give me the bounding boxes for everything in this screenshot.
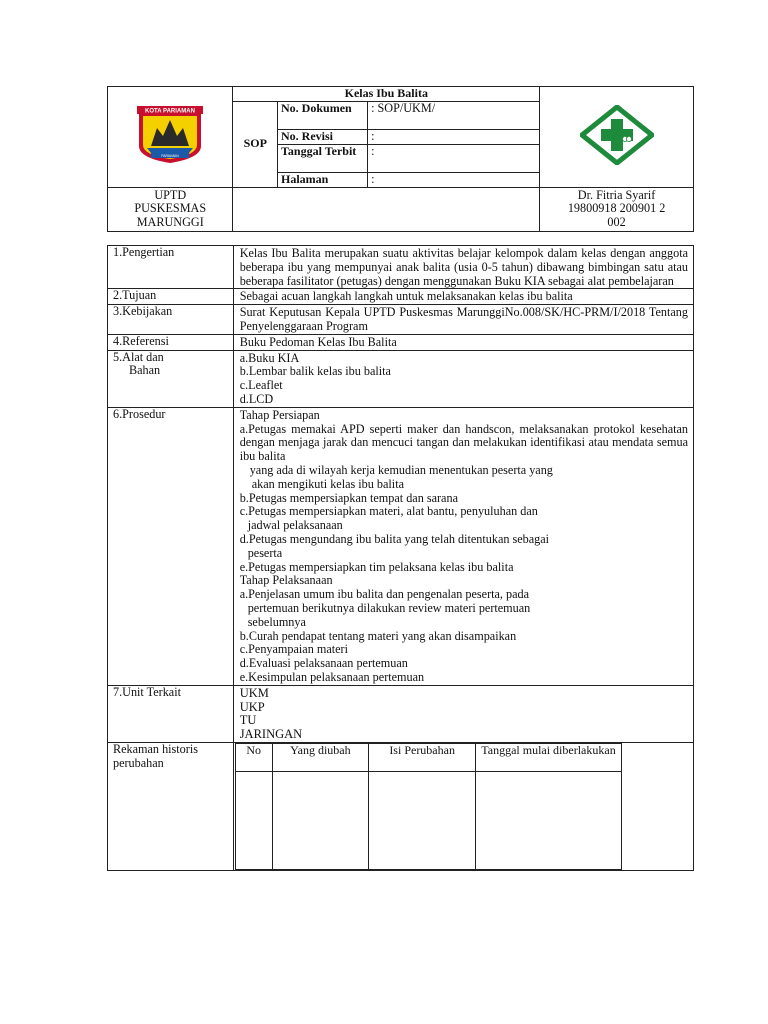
unit-list — [233, 685, 693, 742]
org-line-3: MARUNGGI — [136, 215, 204, 230]
history-cell — [476, 771, 621, 869]
rekaman-table-cell — [233, 742, 693, 870]
signer-nip-2: 002 — [607, 215, 626, 230]
alat-item: c.Leaflet — [239, 378, 283, 393]
kebijakan-text: Surat Keputusan Kepala UPTD Puskesmas MarunggiNo.008/SK/HC-PRM/I/2018 Tentang Penyelenggaraan Program — [233, 305, 693, 335]
alat-label-line-2: Bahan — [129, 363, 161, 378]
persiapan-step-d-cont: peserta — [247, 545, 283, 560]
tanggal-terbit-value: : — [368, 144, 540, 172]
history-col-yang-diubah: Yang diubah — [272, 743, 368, 771]
alat-item: d.LCD — [239, 391, 274, 406]
history-col-isi-perubahan: Isi Perubahan — [369, 743, 476, 771]
history-cell — [369, 771, 476, 869]
history-empty-row — [235, 771, 621, 869]
prosedur-content — [233, 407, 693, 685]
pelaksanaan-step-b: b.Curah pendapat tentang materi yang akan disampaikan — [239, 628, 517, 643]
rekaman-label-line-2: perubahan — [113, 755, 164, 770]
history-cell — [272, 771, 368, 869]
row-referensi — [108, 334, 694, 350]
rekaman-label — [108, 742, 234, 870]
puskesmas-logo — [580, 105, 654, 165]
unit-item: TU — [239, 713, 257, 728]
no-revisi-label: No. Revisi — [278, 129, 368, 144]
row-kebijakan — [108, 305, 694, 335]
signer-nip-1: 19800918 200901 2 — [567, 201, 666, 216]
history-col-tanggal: Tanggal mulai diberlakukan — [476, 743, 621, 771]
tujuan-label: 2.Tujuan — [108, 289, 234, 305]
row-prosedur — [108, 407, 694, 685]
pengertian-label: 1.Pengertian — [108, 246, 234, 289]
unit-item: JARINGAN — [239, 727, 303, 742]
document-title: Kelas Ibu Balita — [233, 87, 540, 102]
tujuan-text: Sebagai acuan langkah langkah untuk melaksanakan kelas ibu balita — [233, 289, 693, 305]
row-pengertian — [108, 246, 694, 289]
history-col-no: No — [235, 743, 272, 771]
pelaksanaan-title: Tahap Pelaksanaan — [239, 573, 333, 588]
persiapan-step-d: d.Petugas mengundang ibu balita yang telah ditentukan sebagai — [239, 531, 550, 546]
kota-pariaman-logo-cell — [108, 87, 233, 188]
kebijakan-label: 3.Kebijakan — [108, 305, 234, 335]
persiapan-title: Tahap Persiapan — [239, 407, 320, 422]
pelaksanaan-step-e: e.Kesimpulan pelaksanaan pertemuan — [239, 669, 425, 684]
org-name — [108, 187, 233, 231]
history-table — [235, 743, 622, 870]
signer-info — [540, 187, 694, 231]
row-tujuan — [108, 289, 694, 305]
persiapan-step-c: c.Petugas mempersiapkan materi, alat bantu, penyuluhan dan — [239, 504, 538, 519]
referensi-text: Buku Pedoman Kelas Ibu Balita — [233, 334, 693, 350]
org-line-1: UPTD — [154, 187, 187, 202]
persiapan-step-a-cont2: akan mengikuti kelas ibu balita — [251, 476, 404, 491]
alat-list — [233, 350, 693, 407]
no-dokumen-value: : SOP/UKM/ — [368, 101, 540, 129]
persiapan-step-e: e.Petugas mempersiapkan tim pelaksana kelas ibu balita — [239, 559, 514, 574]
no-dokumen-label: No. Dokumen — [278, 101, 368, 129]
persiapan-step-a-cont: yang ada di wilayah kerja kemudian menentukan peserta yang — [249, 462, 553, 477]
puskesmas-logo-cell — [540, 87, 694, 188]
signer-name: Dr. Fitria Syarif — [577, 187, 656, 202]
alat-label — [108, 350, 234, 407]
pelaksanaan-step-a: a.Penjelasan umum ibu balita dan pengenalan peserta, pada — [239, 587, 530, 602]
history-cell — [235, 771, 272, 869]
pengertian-text: Kelas Ibu Balita merupakan suatu aktivitas belajar kelompok dalam kelas dengan anggota beberapa ibu yang mempunyai anak balita (usia 0-5 tahun) dibawang bimbingan satu atau beberapa fasilitator (petugas) dengan menggunakan Buku KIA sebagai alat pembelajaran — [233, 246, 693, 289]
rekaman-label-line-1: Rekaman historis — [113, 741, 198, 756]
signature-area — [233, 187, 540, 231]
org-line-2: PUSKESMAS — [134, 201, 207, 216]
pelaksanaan-step-a-cont: pertemuan berikutnya dilakukan review materi pertemuan — [247, 600, 531, 615]
row-rekaman-historis — [108, 742, 694, 870]
persiapan-step-a: a.Petugas memakai APD seperti maker dan handscon, melaksanakan protokol kesehatan dengan menjaga jarak dan mencuci tangan dan melakukan identifikasi atau mendata semua ibu balita — [239, 421, 688, 464]
alat-item: a.Buku KIA — [239, 350, 300, 365]
row-alat-bahan — [108, 350, 694, 407]
alat-item: b.Lembar balik kelas ibu balita — [239, 364, 391, 379]
sop-body-table — [107, 245, 694, 871]
header-table — [107, 86, 694, 232]
pelaksanaan-step-d: d.Evaluasi pelaksanaan pertemuan — [239, 656, 408, 671]
kota-pariaman-logo-motto: PARIAMAN — [161, 154, 179, 158]
sop-label: SOP — [233, 101, 278, 187]
row-unit-terkait — [108, 685, 694, 742]
tanggal-terbit-label: Tanggal Terbit — [278, 144, 368, 172]
halaman-value: : — [368, 172, 540, 187]
halaman-label: Halaman — [278, 172, 368, 187]
unit-label: 7.Unit Terkait — [108, 685, 234, 742]
persiapan-step-b: b.Petugas mempersiapkan tempat dan sarana — [239, 490, 458, 505]
kota-pariaman-logo — [137, 106, 203, 164]
unit-item: UKP — [239, 699, 265, 714]
unit-item: UKM — [239, 685, 269, 700]
pelaksanaan-step-a-cont2: sebelumnya — [247, 614, 306, 629]
alat-label-line-1: 5.Alat dan — [113, 349, 164, 364]
kota-pariaman-logo-text: KOTA PARIAMAN — [145, 108, 196, 115]
no-revisi-value: : — [368, 129, 540, 144]
pelaksanaan-step-c: c.Penyampaian materi — [239, 642, 348, 657]
prosedur-label: 6.Prosedur — [108, 407, 234, 685]
persiapan-step-c-cont: jadwal pelaksanaan — [247, 518, 343, 533]
referensi-label: 4.Referensi — [108, 334, 234, 350]
